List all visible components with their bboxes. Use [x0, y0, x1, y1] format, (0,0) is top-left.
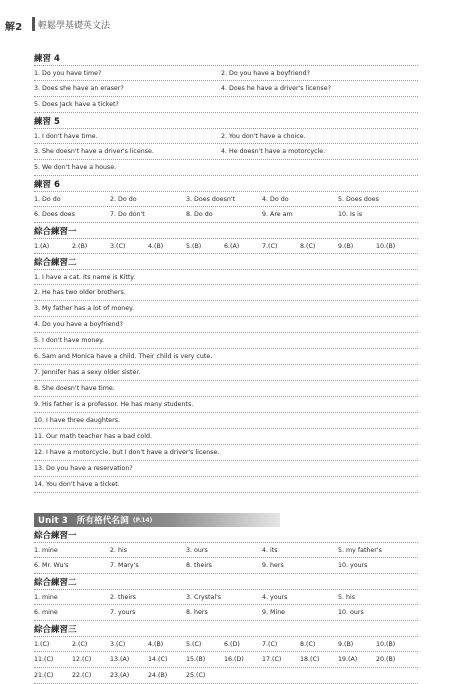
exercise-title: 練習 4 [34, 54, 60, 64]
answer-item: 5. Does Jack have a ticket? [34, 101, 119, 108]
answer-item: 12.(C) [72, 656, 92, 663]
answer-item: 1. Do you have time? [34, 69, 102, 77]
answer-row [34, 381, 418, 397]
answer-row [34, 397, 418, 413]
answer-item: 5. Does does [338, 195, 379, 203]
exercise-block [34, 113, 418, 176]
exercise-block [34, 223, 418, 254]
exercise-block [34, 527, 418, 574]
exercise-title: 練習 5 [34, 117, 60, 127]
answer-row [34, 558, 418, 574]
answer-row [34, 636, 418, 652]
answer-item: 10.(B) [376, 242, 396, 250]
answer-row [34, 429, 418, 445]
answer-item: 9.(B) [338, 242, 354, 250]
exercise-title: 綜合練習二 [34, 578, 77, 588]
answer-row [34, 349, 418, 365]
answer-item: 6.(D) [224, 640, 240, 648]
answer-item: 1. mine [34, 546, 58, 554]
answer-item: 2. Do you have a boyfriend? [221, 69, 310, 77]
answer-item: 11.(C) [34, 656, 54, 663]
answer-item: 3. My father has a lot of money. [34, 305, 134, 312]
answer-item: 8.(C) [300, 242, 316, 250]
answer-item: 2. Do do [110, 195, 137, 203]
answer-item: 10. Is is [338, 211, 363, 218]
exercise-title: 綜合練習二 [34, 258, 77, 268]
exercise-block [34, 254, 418, 493]
answer-item: 10.(B) [376, 640, 396, 648]
answer-item: 4.(B) [148, 242, 164, 250]
answer-item: 7. Mary's [110, 562, 139, 569]
answer-item: 6. Does does [34, 211, 75, 218]
answer-item: 4. yours [262, 593, 288, 601]
answer-row [34, 207, 418, 223]
exercise-title: 練習 6 [34, 180, 60, 190]
answer-item: 3. She doesn't have a driver's license. [34, 148, 154, 155]
answer-item: 1.(A) [34, 242, 50, 250]
answer-item: 5. my father's [338, 546, 382, 554]
answer-item: 4. Does he have a driver's license? [221, 85, 331, 92]
answer-item: 20.(B) [376, 656, 396, 663]
answer-item: 8. Do do [186, 211, 213, 218]
answer-row [34, 144, 418, 160]
answer-item: 3.(C) [110, 242, 126, 250]
answer-item: 17.(C) [262, 656, 282, 663]
answer-item: 15.(B) [186, 656, 206, 663]
answer-row [34, 477, 418, 493]
page-tab: 解2 [5, 22, 23, 33]
answer-item: 7.(C) [262, 640, 278, 648]
answer-item: 16.(D) [224, 656, 244, 663]
answer-row [34, 365, 418, 381]
answer-item: 4. He doesn't have a motorcycle. [221, 148, 326, 155]
answer-item: 8. theirs [186, 562, 212, 569]
answer-row [34, 445, 418, 461]
answer-item: 7. yours [110, 609, 136, 616]
answer-item: 3.(C) [110, 640, 126, 648]
answer-item: 1. mine [34, 593, 58, 601]
answer-row [34, 269, 418, 285]
answer-item: 11. Our math teacher has a bad cold. [34, 433, 153, 440]
answer-item: 10. yours [338, 562, 368, 569]
unit-title: Unit 3 所有格代名詞 [38, 516, 129, 526]
answer-item: 13. Do you have a reservation? [34, 465, 133, 472]
answer-row [34, 285, 418, 301]
answer-row [34, 301, 418, 317]
answer-item: 2. He has two older brothers. [34, 289, 126, 296]
answer-item: 6. Mr. Wu's [34, 562, 69, 569]
answer-item: 14.(C) [148, 656, 168, 663]
answer-item: 4. its [262, 546, 278, 554]
answer-item: 3. Crystal's [186, 593, 222, 601]
exercise-title: 綜合練習一 [34, 531, 77, 541]
answer-item: 25.(C) [186, 672, 206, 679]
exercise-block [34, 50, 418, 113]
answer-item: 7. Do don't [110, 211, 145, 218]
answer-item: 5. We don't have a house. [34, 164, 117, 171]
answer-item: 9.(B) [338, 640, 354, 648]
answer-item: 19.(A) [338, 656, 358, 663]
answer-item: 3. Does she have an eraser? [34, 85, 124, 92]
header-divider [32, 17, 35, 31]
book-title: 輕鬆學基礎英文法 [38, 21, 111, 31]
answer-item: 7. Jennifer has a sexy older sister. [34, 369, 141, 376]
answer-item: 2. You don't have a choice. [221, 132, 306, 140]
answer-item: 6. Sam and Monica have a child. Their child is very cute. [34, 353, 213, 360]
answer-item: 5.(B) [186, 242, 202, 250]
unit-exercise-sections [34, 527, 418, 684]
answer-row [34, 81, 418, 97]
answer-item: 2. theirs [110, 593, 136, 601]
exercise-title: 綜合練習三 [34, 625, 77, 635]
answer-item: 9. hers [262, 562, 284, 569]
answer-item: 2.(C) [72, 640, 88, 648]
answer-item: 10. ours [338, 609, 364, 616]
answer-item: 7.(C) [262, 242, 278, 250]
answer-item: 2. his [110, 546, 128, 554]
answer-row [34, 333, 418, 349]
answer-item: 1. Do do [34, 195, 61, 203]
answer-row [34, 191, 418, 207]
answer-item: 12. I have a motorcycle, but I don't have a driver's license. [34, 449, 220, 456]
answer-item: 1. I don't have time. [34, 132, 98, 140]
answer-item: 10. I have three daughters. [34, 417, 121, 424]
answer-key-content [34, 50, 418, 684]
answer-row [34, 65, 418, 81]
answer-row [34, 589, 418, 605]
answer-item: 5. I don't have money. [34, 337, 105, 344]
answer-item: 5.(C) [186, 640, 202, 648]
answer-item: 4. Do you have a boyfriend? [34, 321, 123, 328]
answer-item: 23.(A) [110, 672, 130, 679]
answer-row [34, 128, 418, 144]
answer-item: 8. She doesn't have time. [34, 385, 115, 392]
answer-row [34, 97, 418, 113]
answer-item: 24.(B) [148, 672, 168, 679]
answer-item: 22.(C) [72, 672, 92, 679]
answer-item: 21.(C) [34, 672, 54, 679]
answer-item: 13.(A) [110, 656, 130, 663]
answer-item: 9. His father is a professor. He has many students. [34, 401, 194, 408]
answer-item: 3. Does doesn't [186, 195, 236, 203]
exercise-block [34, 574, 418, 621]
answer-item: 8. hers [186, 609, 208, 616]
answer-row [34, 160, 418, 176]
answer-item: 4.(B) [148, 640, 164, 648]
answer-item: 14. You don't have a ticket. [34, 481, 120, 488]
exercise-title: 綜合練習一 [34, 227, 77, 237]
answer-item: 5. his [338, 593, 356, 601]
unit-heading-bar [34, 513, 280, 527]
unit-page-ref: (P.14) [132, 516, 153, 524]
exercise-sections [34, 50, 418, 493]
answer-item: 9. Mine [262, 609, 286, 616]
answer-row [34, 461, 418, 477]
exercise-block [34, 176, 418, 223]
answer-row [34, 668, 418, 684]
answer-item: 6.(A) [224, 242, 240, 250]
answer-item: 3. ours [186, 546, 208, 554]
answer-row [34, 413, 418, 429]
answer-item: 4. Do do [262, 195, 289, 203]
answer-item: 1. I have a cat. Its name is Kitty. [34, 273, 136, 281]
answer-row [34, 652, 418, 668]
answer-row [34, 542, 418, 558]
answer-item: 8.(C) [300, 640, 316, 648]
answer-item: 2.(B) [72, 242, 88, 250]
answer-row [34, 238, 418, 254]
answer-item: 9. Are am [262, 211, 293, 218]
answer-item: 6. mine [34, 609, 58, 616]
exercise-block [34, 621, 418, 684]
answer-row [34, 317, 418, 333]
answer-item: 1.(C) [34, 640, 50, 648]
answer-row [34, 605, 418, 621]
answer-item: 18.(C) [300, 656, 320, 663]
